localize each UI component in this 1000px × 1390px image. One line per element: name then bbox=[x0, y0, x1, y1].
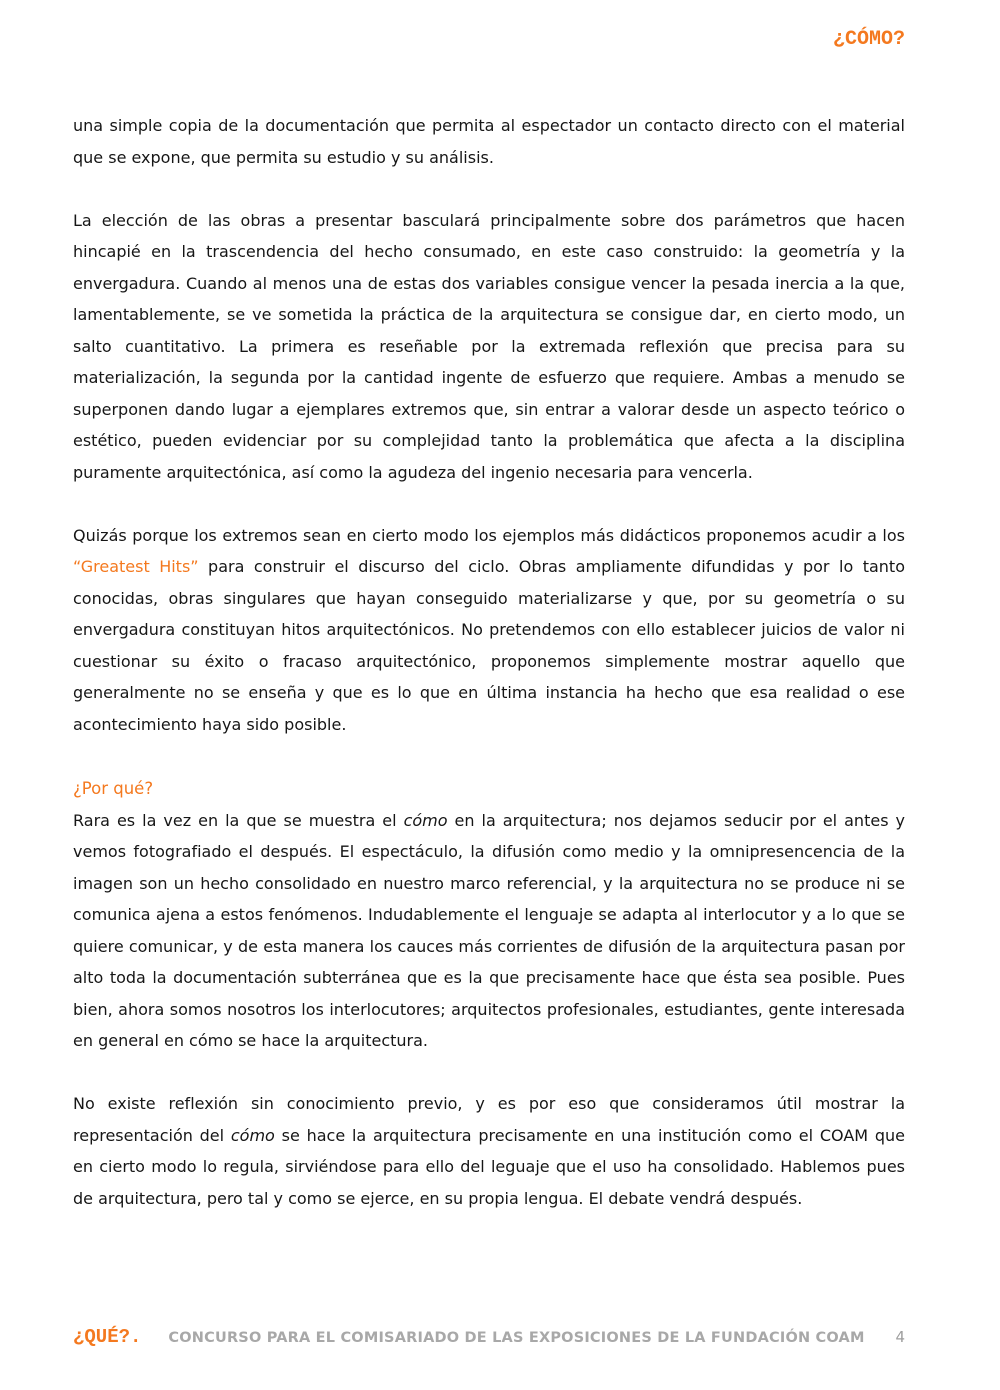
body-paragraph bbox=[73, 205, 905, 489]
text-segment: en la arquitectura; nos dejamos seducir por el antes y vemos fotografiado el después. El espectáculo, la difusión como medio y la omnipresencencia de la imagen son un hecho consolidado en nuestro marco referencial, y la arquitectura no se produce ni se comunica ajena a estos fenómenos. Indudablemente el lenguaje se adapta al interlocutor y a lo que se quiere comunicar, y de esta manera los cauces más corrientes de difusión de la arquitectura pasan por alto toda la documentación subterránea que es la que precisamente hace que ésta sea posible. Pues bien, ahora somos nosotros los interlocutores; arquitectos profesionales, estudiantes, gente interesada en general en cómo se hace la arquitectura. bbox=[73, 810, 906, 1050]
page-header bbox=[73, 28, 905, 51]
text-segment-italic: cómo bbox=[403, 810, 448, 830]
text-segment: Rara es la vez en la que se muestra el bbox=[73, 810, 404, 830]
text-segment-italic: cómo bbox=[230, 1125, 275, 1145]
page-number: 4 bbox=[895, 1328, 905, 1346]
text-segment: se hace la arquitectura precisamente en una institución como el COAM que en cierto modo lo regula, sirviéndose para ello del leguaje que el uso ha consolidado. Hablemos pues de arquitectura, pero tal y como se ejerce, en su propia lengua. El debate vendrá después. bbox=[73, 1125, 905, 1208]
footer-document-title: CONCURSO PARA EL COMISARIADO DE LAS EXPOSICIONES DE LA FUNDACIÓN COAM bbox=[168, 1330, 865, 1346]
body-paragraph bbox=[73, 110, 905, 173]
text-segment: ¿Por qué? bbox=[73, 778, 154, 798]
text-segment: para construir el discurso del ciclo. Obras ampliamente difundidas y por lo tanto conocidas, obras singulares que hayan conseguido materializarse y que, por su geometría o su envergadura constituyan hitos arquitectónicos. No pretendemos con ello establecer juicios de valor ni cuestionar su éxito o fracaso arquitectónico, proponemos simplemente mostrar aquello que generalmente no se enseña y que es lo que en última instancia ha hecho que esa realidad o ese acontecimiento haya sido posible. bbox=[73, 557, 905, 734]
footer-section-tag: ¿QUÉ?. bbox=[73, 1326, 142, 1348]
text-segment: Quizás porque los extremos sean en cierto modo los ejemplos más didácticos proponemos acudir a los bbox=[73, 525, 905, 545]
text-segment: No existe reflexión sin conocimiento previo, y es por eso que consideramos útil mostrar la representación del bbox=[73, 1094, 905, 1145]
text-segment: una simple copia de la documentación que permita al espectador un contacto directo con el material que se expone, que permita su estudio y su análisis. bbox=[73, 116, 905, 167]
body-paragraph bbox=[73, 805, 905, 1057]
body-paragraph bbox=[73, 1088, 905, 1214]
document-body bbox=[73, 110, 905, 1246]
section-heading bbox=[73, 772, 905, 805]
body-paragraph bbox=[73, 520, 905, 741]
header-section-tag: ¿CÓMO? bbox=[832, 28, 905, 51]
text-segment: La elección de las obras a presentar basculará principalmente sobre dos parámetros que hacen hincapié en la trascendencia del hecho consumado, en este caso construido: la geometría y la envergadura. Cuando al menos una de estas dos variables consigue vencer la pesada inercia a la que, lamentablemente, se ve sometida la práctica de la arquitectura se consigue dar, en cierto modo, un salto cuantitativo. La primera es reseñable por la extremada reflexión que precisa para su materialización, la segunda por la cantidad ingente de esfuerzo que requiere. Ambas a menudo se superponen dando lugar a ejemplares extremos que, sin entrar a valorar desde un aspecto teórico o estético, pueden evidenciar por su complejidad tanto la problemática que afecta a la disciplina puramente arquitectónica, así como la agudeza del ingenio necesaria para vencerla. bbox=[73, 210, 905, 482]
page-footer bbox=[73, 1326, 905, 1348]
text-segment-accent: “Greatest Hits” bbox=[73, 557, 199, 576]
